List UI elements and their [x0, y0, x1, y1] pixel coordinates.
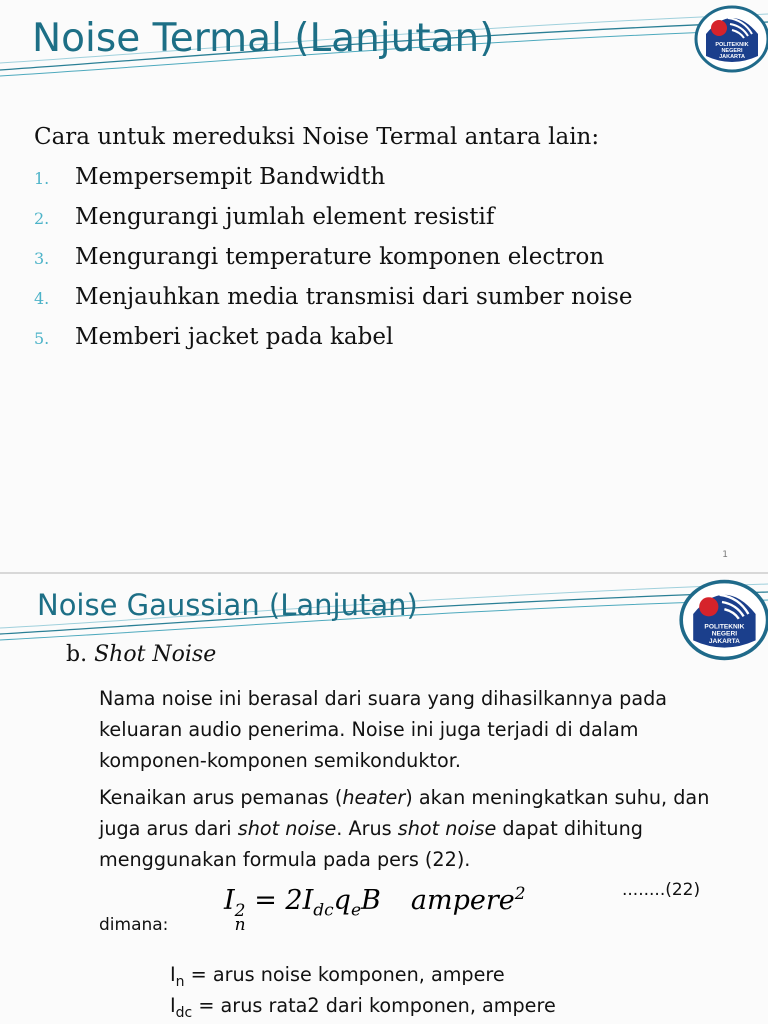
formula-unit-sup: 2: [514, 884, 526, 904]
list-intro: Cara untuk mereduksi Noise Termal antara lain:: [34, 124, 600, 150]
logo-text-line-3: JAKARTA: [719, 54, 745, 60]
list-text: Menjauhkan media transmisi dari sumber noise: [75, 284, 633, 310]
para2-part: ) akan meningkatkan suhu, dan juga arus dari: [99, 786, 710, 840]
reduction-list: [34, 164, 633, 364]
equation-number: ........(22): [622, 880, 701, 900]
list-number: 2.: [34, 209, 50, 228]
def-subscript: n: [175, 973, 185, 990]
para2-part: Kenaikan arus pemanas (: [99, 786, 343, 809]
definition-row: [170, 963, 505, 990]
list-number: 1.: [34, 169, 50, 188]
logo-text-line-1: POLITEKNIK: [704, 623, 745, 631]
formula-dc: dc: [313, 900, 334, 921]
logo-text-line-2: NEGERI: [721, 48, 743, 54]
logo-text-line-3: JAKARTA: [708, 637, 740, 645]
def-text: = arus rata2 dari komponen, ampere: [198, 994, 556, 1017]
para2-emphasis: shot noise: [397, 817, 497, 840]
list-number: 5.: [34, 329, 50, 348]
logo-text-line-2: NEGERI: [711, 630, 738, 638]
subtitle-prefix: b.: [66, 642, 95, 667]
para2-emphasis: shot noise: [237, 817, 337, 840]
polytechnic-logo: [692, 4, 768, 78]
formula-lhs: I: [224, 885, 235, 916]
dimana-label: dimana:: [99, 915, 169, 935]
para2-part: dapat dihitung menggunakan formula pada pers (22).: [99, 817, 643, 871]
para2-emphasis: heater: [342, 786, 406, 809]
paragraph-1: Nama noise ini berasal dari suara yang dihasilkannya pada keluaran audio penerima. Noise ini juga terjadi di dalam komponen-komponen semikonduktor.: [99, 687, 668, 772]
formula-unit: ampere: [410, 885, 515, 916]
list-number: 4.: [34, 289, 50, 308]
shot-noise-formula: [224, 884, 526, 936]
list-text: Memberi jacket pada kabel: [75, 324, 394, 350]
slide-title: Noise Termal (Lanjutan): [32, 16, 495, 61]
list-item: [34, 284, 633, 324]
list-number: 3.: [34, 249, 50, 268]
list-item: [34, 164, 633, 204]
formula-lhs-sup: 2: [234, 901, 246, 921]
list-text: Mempersempit Bandwidth: [75, 164, 386, 190]
section-subtitle: [66, 642, 216, 667]
list-item: [34, 324, 633, 364]
slide-title: Noise Gaussian (Lanjutan): [37, 588, 418, 622]
list-text: Mengurangi temperature komponen electron: [75, 244, 605, 270]
formula-e: e: [350, 900, 362, 921]
formula-lhs-sub: n: [234, 915, 246, 936]
def-subscript: dc: [175, 1004, 193, 1021]
list-text: Mengurangi jumlah element resistif: [75, 204, 495, 230]
paragraph-2: [99, 782, 749, 875]
list-item: [34, 204, 633, 244]
formula-eq: = 2I: [245, 885, 314, 916]
def-symbol: I: [170, 994, 176, 1017]
definition-row: [170, 994, 556, 1021]
def-text: = arus noise komponen, ampere: [190, 963, 505, 986]
formula-b: B: [361, 885, 381, 916]
list-item: [34, 244, 633, 284]
page-number: 1: [722, 550, 728, 560]
logo-text-line-1: POLITEKNIK: [715, 42, 749, 48]
para2-part: . Arus: [336, 817, 398, 840]
subtitle-text: Shot Noise: [94, 642, 217, 667]
polytechnic-logo: [676, 578, 768, 666]
formula-q: q: [333, 885, 351, 916]
def-symbol: I: [170, 963, 176, 986]
